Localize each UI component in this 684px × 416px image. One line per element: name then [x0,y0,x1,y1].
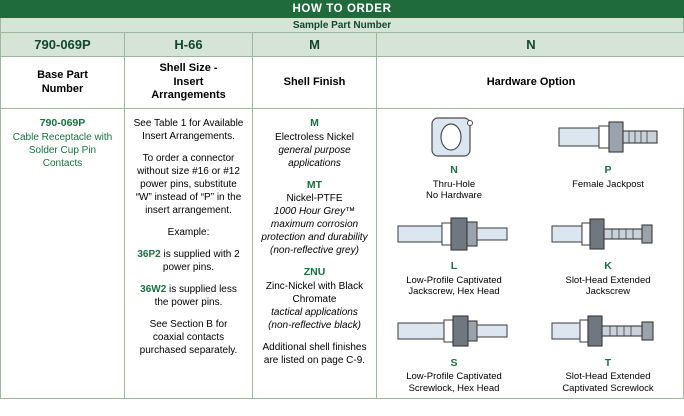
hardware-code-t: T [604,356,612,369]
shell-insert-cell [125,109,253,398]
shell-line-2: To order a connector without size #16 or #12 power pins, substitute “W” instead of “P” in the insert arrangement. [135,153,242,216]
shell-example-1-text: is supplied with 2 power pins. [160,249,240,273]
shell-example-2-text: is supplied less the power pins. [154,284,237,308]
sample-shell-finish: M [253,33,377,57]
shell-example-1 [133,248,244,274]
shell-line-3: See Section B for coaxial contacts purchased separately. [139,319,238,356]
column-header-finish: Shell Finish [253,57,377,109]
finish-code-m: M [310,117,319,129]
hardware-label-k: Slot-Head Extended Jackscrew [565,275,651,298]
column-header-shell: Shell Size - Insert Arrangements [125,57,253,109]
finish-code-znu: ZNU [303,266,326,279]
base-part-description: Cable Receptacle with Solder Cup Pin Contacts [12,131,113,169]
slot-head-screwlock-icon [548,304,668,356]
female-jackpost-icon [553,111,663,163]
order-grid [0,33,684,399]
hardware-label-l: Low-Profile Captivated Jackscrew, Hex Head [406,275,502,298]
shell-example-2 [133,283,244,309]
hardware-code-p: P [604,164,612,176]
column-header-hardware: Hardware Option [377,57,684,109]
sample-part-number-label: Sample Part Number [0,18,684,33]
finish-note-mt-2: (non-reflective grey) [270,245,359,257]
hardware-option-l [377,205,531,301]
hardware-label-t: Slot-Head Extended Captivated Screwlock [562,371,654,394]
sample-hardware-option: N [377,33,684,57]
hardware-code-n: N [450,164,458,176]
thru-hole-icon [424,111,484,163]
finish-name-mt: Nickel-PTFE [286,193,343,205]
finish-footnote: Additional shell finishes are listed on page C-9. [262,341,367,366]
hardware-option-p [531,109,684,205]
hardware-label-p: Female Jackpost [572,178,644,190]
finish-note-mt-0: 1000 Hour Grey™ [273,206,356,218]
hardware-code-l: L [450,260,458,273]
finish-note-znu-0: tactical applications [271,306,358,318]
hardware-option-k [531,205,684,301]
finish-option-mt [261,179,368,258]
shell-example-2-code: 36W2 [140,284,167,295]
finish-option-znu [261,266,368,332]
finish-note-mt-1: maximum corrosion protection and durability [261,219,368,244]
sample-base-part: 790-069P [1,33,125,57]
hardware-label-s: Low-Profile Captivated Screwlock, Hex Head [406,371,502,394]
finish-name-m: Electroless Nickel [275,131,354,143]
low-profile-screwlock-icon [394,304,514,356]
shell-finish-cell [253,109,377,398]
finish-option-m [261,117,368,170]
finish-code-mt: MT [306,178,323,191]
base-part-cell [1,109,125,398]
hardware-option-n [377,109,531,205]
finish-note-znu-1: (non-reflective black) [268,319,361,331]
hardware-code-k: K [604,260,612,273]
shell-example-label: Example: [167,227,210,238]
sample-shell-insert: H-66 [125,33,253,57]
shell-line-1: See Table 1 for Available Insert Arrangements. [133,118,244,142]
shell-example-1-code: 36P2 [137,249,161,260]
hardware-code-s: S [450,356,458,369]
hardware-label-n: Thru-Hole No Hardware [426,178,482,202]
page-title: HOW TO ORDER [0,0,684,18]
column-header-base: Base Part Number [1,57,125,109]
hardware-option-s [377,302,531,398]
hardware-option-cell [377,109,684,398]
base-part-code: 790-069P [39,117,86,129]
finish-name-znu: Zinc-Nickel with Black Chromate [265,280,364,305]
finish-note-m-0: general purpose applications [278,144,351,169]
hardware-option-t [531,302,684,398]
low-profile-jackscrew-icon [394,207,514,259]
slot-head-jackscrew-icon [548,207,668,259]
